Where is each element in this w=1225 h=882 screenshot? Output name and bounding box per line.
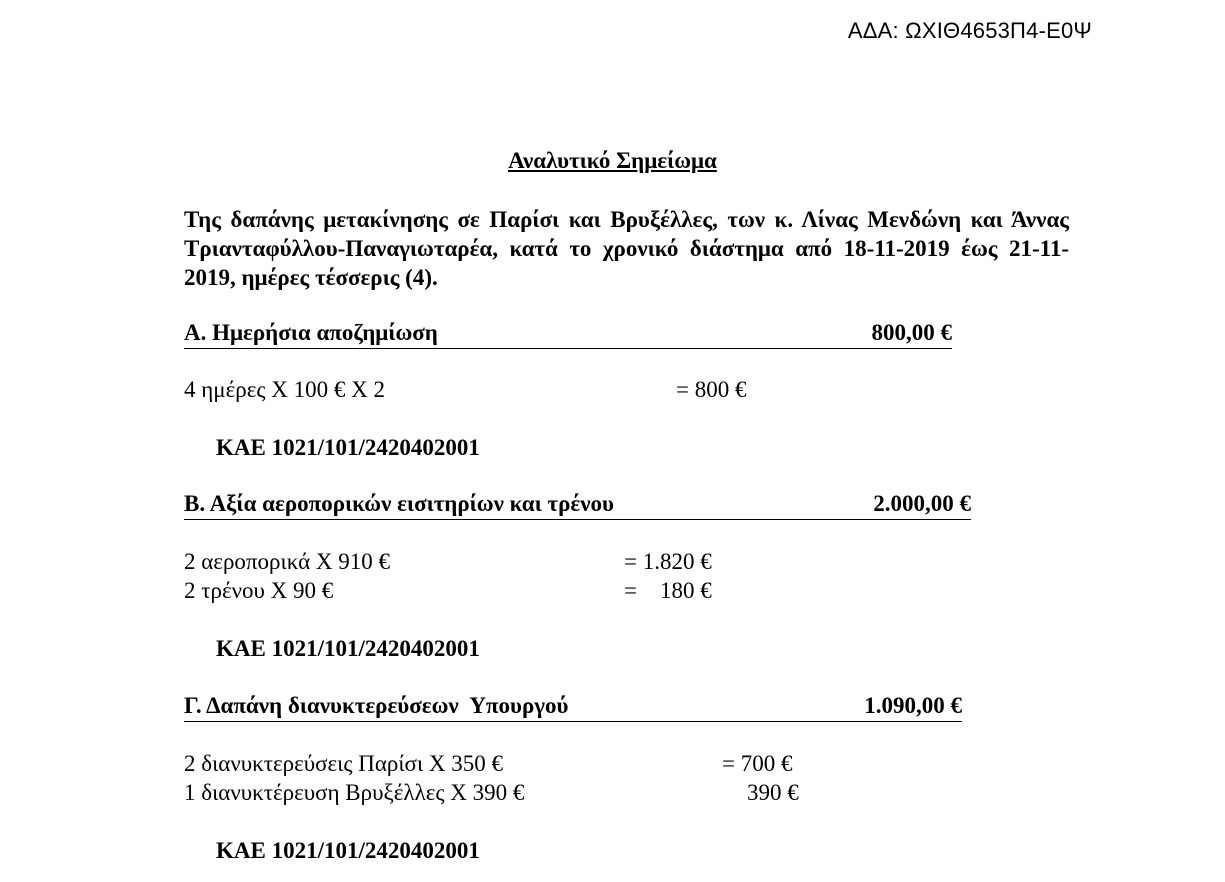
- section-b-total: 2.000,00 €: [873, 491, 971, 516]
- section-c-total: 1.090,00 €: [864, 693, 962, 718]
- section-c-kae: ΚΑΕ 1021/101/2420402001: [216, 838, 480, 863]
- section-a-kae: ΚΑΕ 1021/101/2420402001: [216, 435, 480, 460]
- ada-code: ΑΔΑ: ΩΧΙΘ4653Π4-Ε0Ψ: [847, 18, 1092, 43]
- section-b-line-1-desc: 2 αεροπορικά Χ 910 €: [184, 549, 391, 574]
- section-a-total: 800,00 €: [871, 320, 952, 345]
- section-c-heading: [184, 693, 962, 722]
- section-c-line-1-amount: = 700 €: [722, 751, 793, 776]
- section-a-heading: [184, 320, 952, 349]
- section-b-label: Β. Αξία αεροπορικών εισιτηρίων και τρένου: [184, 491, 614, 516]
- document-intro: Της δαπάνης μετακίνησης σε Παρίσι και Βρυξέλλες, των κ. Λίνας Μενδώνη και Άννας Τριανταφύλλου-Παναγιωταρέα, κατά το χρονικό διάστημα από 18-11-2019 έως 21-11-2019, ημέρες τέσσερις (4).: [184, 207, 1069, 290]
- section-c-line-2-desc: 1 διανυκτέρευση Βρυξέλλες Χ 390 €: [184, 780, 525, 805]
- section-b-line-2-desc: 2 τρένου Χ 90 €: [184, 578, 334, 603]
- section-a-line-1-desc: 4 ημέρες Χ 100 € Χ 2: [184, 377, 385, 402]
- section-b-line-1-amount: = 1.820 €: [624, 549, 712, 574]
- document-title: Αναλυτικό Σημείωμα: [508, 148, 717, 173]
- section-a-line-1-amount: = 800 €: [676, 377, 747, 402]
- section-a-label: Α. Ημερήσια αποζημίωση: [184, 320, 438, 345]
- section-c-line-1-desc: 2 διανυκτερεύσεις Παρίσι Χ 350 €: [184, 751, 504, 776]
- section-b-kae: ΚΑΕ 1021/101/2420402001: [216, 636, 480, 661]
- section-c-label: Γ. Δαπάνη διανυκτερεύσεων Υπουργού: [184, 693, 569, 718]
- section-b-line-2-amount: = 180 €: [624, 578, 712, 603]
- section-c-line-2-amount: 390 €: [747, 780, 799, 805]
- section-b-heading: [184, 491, 971, 520]
